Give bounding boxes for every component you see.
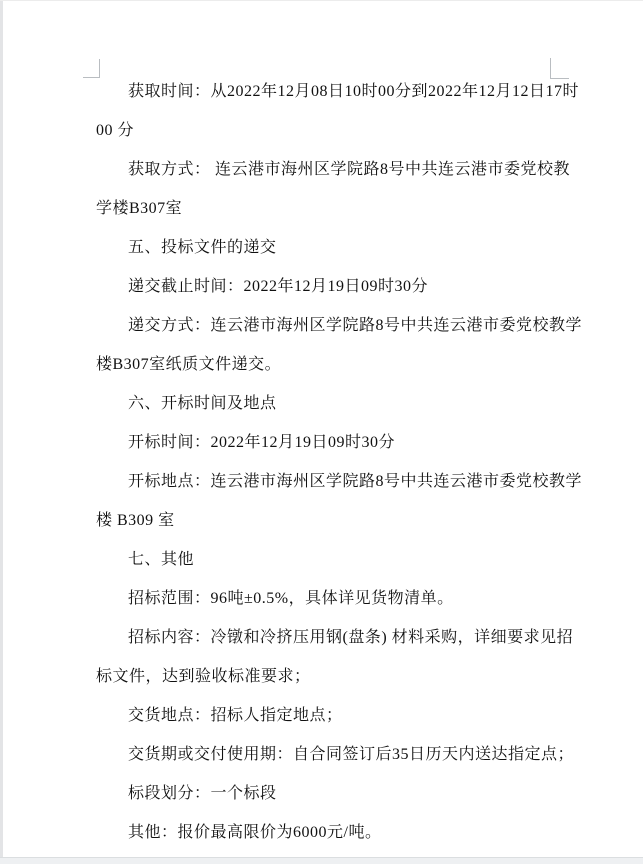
text-line[interactable]: 获取时间：从2022年12月08日10时00分到2022年12月12日17时 [128, 83, 580, 100]
text-line[interactable]: 交货地点：招标人指定地点； [128, 707, 343, 724]
text-line[interactable]: 五、投标文件的递交 [128, 239, 277, 256]
text-line[interactable]: 七、其他 [128, 551, 195, 568]
text-line[interactable]: 楼 B309 室 [96, 512, 175, 529]
window-bottom-gutter [0, 857, 643, 864]
document-page-text[interactable] [96, 72, 616, 852]
text-line[interactable]: 招标范围：96吨±0.5%，具体详见货物清单。 [128, 590, 454, 607]
text-line[interactable]: 标段划分：一个标段 [128, 785, 277, 802]
text-line[interactable]: 招标内容：冷镦和冷挤压用钢(盘条) 材料采购，详细要求见招 [128, 629, 574, 646]
page-top-edge [0, 0, 643, 1]
text-line[interactable]: 获取方式： 连云港市海州区学院路8号中共连云港市委党校教 [128, 161, 571, 178]
text-line[interactable]: 六、开标时间及地点 [128, 395, 277, 412]
text-line[interactable]: 开标时间：2022年12月19日09时30分 [128, 434, 396, 451]
text-line[interactable]: 递交方式：连云港市海州区学院路8号中共连云港市委党校教学 [128, 317, 583, 334]
text-line[interactable]: 学楼B307室 [96, 200, 183, 217]
text-line[interactable]: 其他：报价最高限价为6000元/吨。 [128, 824, 382, 841]
window-left-gutter [0, 0, 3, 864]
text-line[interactable]: 楼B307室纸质文件递交。 [96, 356, 282, 373]
text-line[interactable]: 交货期或交付使用期：自合同签订后35日历天内送达指定点； [128, 746, 575, 763]
text-line[interactable]: 开标地点：连云港市海州区学院路8号中共连云港市委党校教学 [128, 473, 583, 490]
text-line[interactable]: 递交截止时间：2022年12月19日09时30分 [128, 278, 429, 295]
text-line[interactable]: 00 分 [96, 122, 135, 139]
text-line[interactable]: 标文件，达到验收标准要求； [96, 668, 311, 685]
